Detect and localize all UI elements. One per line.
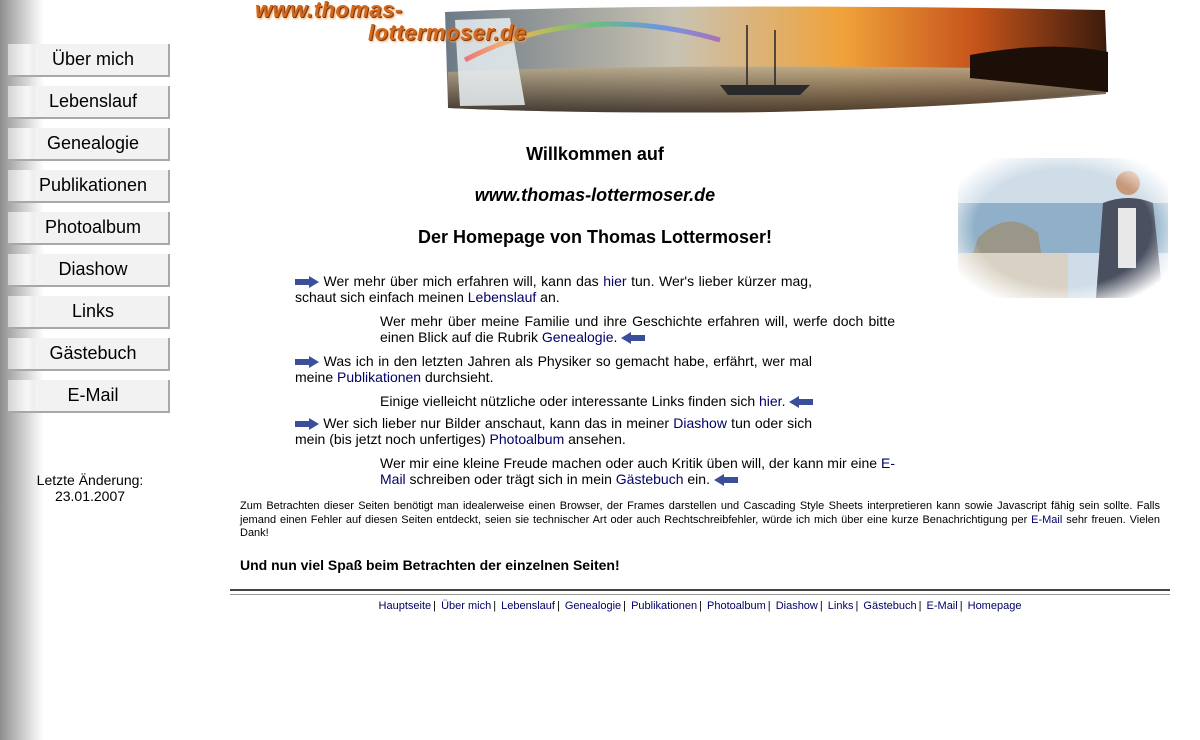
- separator: |: [959, 600, 963, 612]
- arrow-left-icon: [621, 332, 645, 344]
- nav-button-label: E-Mail: [67, 385, 119, 405]
- arrow-right-icon: [295, 356, 319, 368]
- intro-paragraph-about: [295, 273, 812, 305]
- separator: |: [918, 600, 922, 612]
- footer-link-diashow[interactable]: Diashow: [775, 600, 818, 612]
- nav-button-email[interactable]: [8, 380, 170, 413]
- text: Wer mehr über mich erfahren will, kann das: [323, 273, 604, 289]
- separator: |: [819, 600, 823, 612]
- nav-button-label: Photoalbum: [44, 217, 142, 237]
- text: Zum Betrachten dieser Seiten benötigt man idealerweise einen Browser, der Frames darstellen und Cascading Style Sheets interpretieren kann sowie Javascript fähig sein sollte. Falls jemand einen Fehler auf diesen Seiten entdeckt, seien sie technischer Art oder auch Rechtschreibfehler, würde ich mich über eine kurze Benachrichtigung per: [240, 500, 1160, 526]
- intro-paragraph-pictures: [295, 415, 812, 447]
- footer-link-email[interactable]: E-Mail: [926, 600, 958, 612]
- nav-button-photoalbum[interactable]: [8, 212, 170, 245]
- portrait-photo: [958, 158, 1168, 298]
- nav-button-label: Publikationen: [38, 175, 148, 195]
- text: ein.: [683, 471, 710, 487]
- separator: |: [556, 600, 560, 612]
- nav-button-links[interactable]: [8, 296, 170, 329]
- footer-link-homepage[interactable]: Homepage: [967, 600, 1022, 612]
- footer-link-gaestebuch[interactable]: Gästebuch: [863, 600, 917, 612]
- side-navigation: [8, 44, 172, 422]
- intro-paragraph-publications: [295, 353, 812, 385]
- text: .: [613, 329, 618, 345]
- link-hier-links[interactable]: hier: [759, 393, 782, 409]
- header-banner: [250, 0, 1110, 115]
- intro-paragraph-links: [380, 393, 895, 409]
- footer-link-lebenslauf[interactable]: Lebenslauf: [501, 600, 555, 612]
- text: durchsieht.: [421, 369, 494, 385]
- nav-button-label: Über mich: [51, 49, 135, 69]
- nav-button-diashow[interactable]: [8, 254, 170, 287]
- link-email-note[interactable]: E-Mail: [1031, 513, 1063, 526]
- link-genealogie[interactable]: Genealogie: [541, 329, 614, 345]
- text: an.: [536, 289, 560, 305]
- nav-button-label: Links: [71, 301, 115, 321]
- intro-paragraph-contact: [380, 455, 895, 487]
- homepage-heading: Der Homepage von Thomas Lottermoser!: [417, 227, 773, 247]
- footer-link-links[interactable]: Links: [827, 600, 854, 612]
- text: tun oder sich mein (bis jetzt noch unfertiges): [295, 415, 812, 447]
- arrow-right-icon: [295, 418, 319, 430]
- link-email[interactable]: E-Mail: [380, 455, 895, 487]
- footer-link-ueber-mich[interactable]: Über mich: [441, 600, 492, 612]
- separator: |: [767, 600, 771, 612]
- text: Wer mehr über meine Familie und ihre Geschichte erfahren will, werfe doch bitte einen Blick auf die Rubrik: [380, 313, 895, 345]
- text: Einige vielleicht nützliche oder interessante Links finden sich: [380, 393, 759, 409]
- text: Was ich in den letzten Jahren als Physiker so gemacht habe, erfährt, wer mal meine: [295, 353, 812, 385]
- footer-link-hauptseite[interactable]: Hauptseite: [378, 600, 432, 612]
- divider: [230, 589, 1170, 595]
- link-gaestebuch[interactable]: Gästebuch: [615, 471, 684, 487]
- footer-link-publikationen[interactable]: Publikationen: [631, 600, 698, 612]
- welcome-heading: Willkommen auf: [526, 144, 664, 164]
- browser-note: [240, 500, 1160, 541]
- nav-button-publikationen[interactable]: [8, 170, 170, 203]
- link-diashow[interactable]: Diashow: [673, 415, 727, 431]
- nav-button-genealogie[interactable]: [8, 128, 170, 161]
- text: schreiben oder trägt sich in mein: [405, 471, 616, 487]
- text: tun. Wer's lieber kürzer mag, schaut sich einfach meinen: [295, 273, 812, 305]
- separator: |: [433, 600, 436, 612]
- banner-ship: [720, 85, 810, 95]
- last-change-info: [10, 472, 170, 504]
- text: Wer sich lieber nur Bilder anschaut, kann das in meiner: [323, 415, 674, 431]
- nav-button-label: Lebenslauf: [48, 91, 138, 111]
- site-logo-line2: lottermoser.de: [368, 20, 527, 45]
- link-publikationen[interactable]: Publikationen: [337, 369, 422, 385]
- separator: |: [699, 600, 702, 612]
- text: Wer mir eine kleine Freude machen oder auch Kritik üben will, der kann mir eine: [380, 455, 881, 471]
- text: sehr freuen. Vielen Dank!: [240, 513, 1160, 539]
- separator: |: [493, 600, 497, 612]
- nav-button-ueber-mich[interactable]: [8, 44, 170, 77]
- last-change-date: 23.01.2007: [54, 488, 126, 504]
- site-logo-line1: www.thomas-: [255, 0, 403, 22]
- arrow-left-icon: [789, 396, 813, 408]
- arrow-right-icon: [295, 276, 319, 288]
- nav-button-label: Gästebuch: [49, 343, 137, 363]
- footer-links: [230, 600, 1170, 612]
- intro-paragraph-genealogy: [380, 313, 895, 345]
- footer-link-genealogie[interactable]: Genealogie: [564, 600, 622, 612]
- last-change-label: Letzte Änderung:: [36, 472, 144, 488]
- nav-button-lebenslauf[interactable]: [8, 86, 170, 119]
- arrow-left-icon: [714, 474, 738, 486]
- closing-text: Und nun viel Spaß beim Betrachten der einzelnen Seiten!: [240, 557, 620, 573]
- text: .: [781, 393, 786, 409]
- nav-button-label: Genealogie: [46, 133, 140, 153]
- site-url-heading: www.thomas-lottermoser.de: [474, 185, 716, 205]
- nav-button-gaestebuch[interactable]: [8, 338, 170, 371]
- footer-link-photoalbum[interactable]: Photoalbum: [707, 600, 766, 612]
- nav-button-label: Diashow: [58, 259, 128, 279]
- text: ansehen.: [564, 431, 626, 447]
- link-photoalbum[interactable]: Photoalbum: [489, 431, 565, 447]
- link-hier-about[interactable]: hier: [603, 273, 627, 289]
- separator: |: [623, 600, 626, 612]
- link-lebenslauf[interactable]: Lebenslauf: [467, 289, 537, 305]
- separator: |: [855, 600, 859, 612]
